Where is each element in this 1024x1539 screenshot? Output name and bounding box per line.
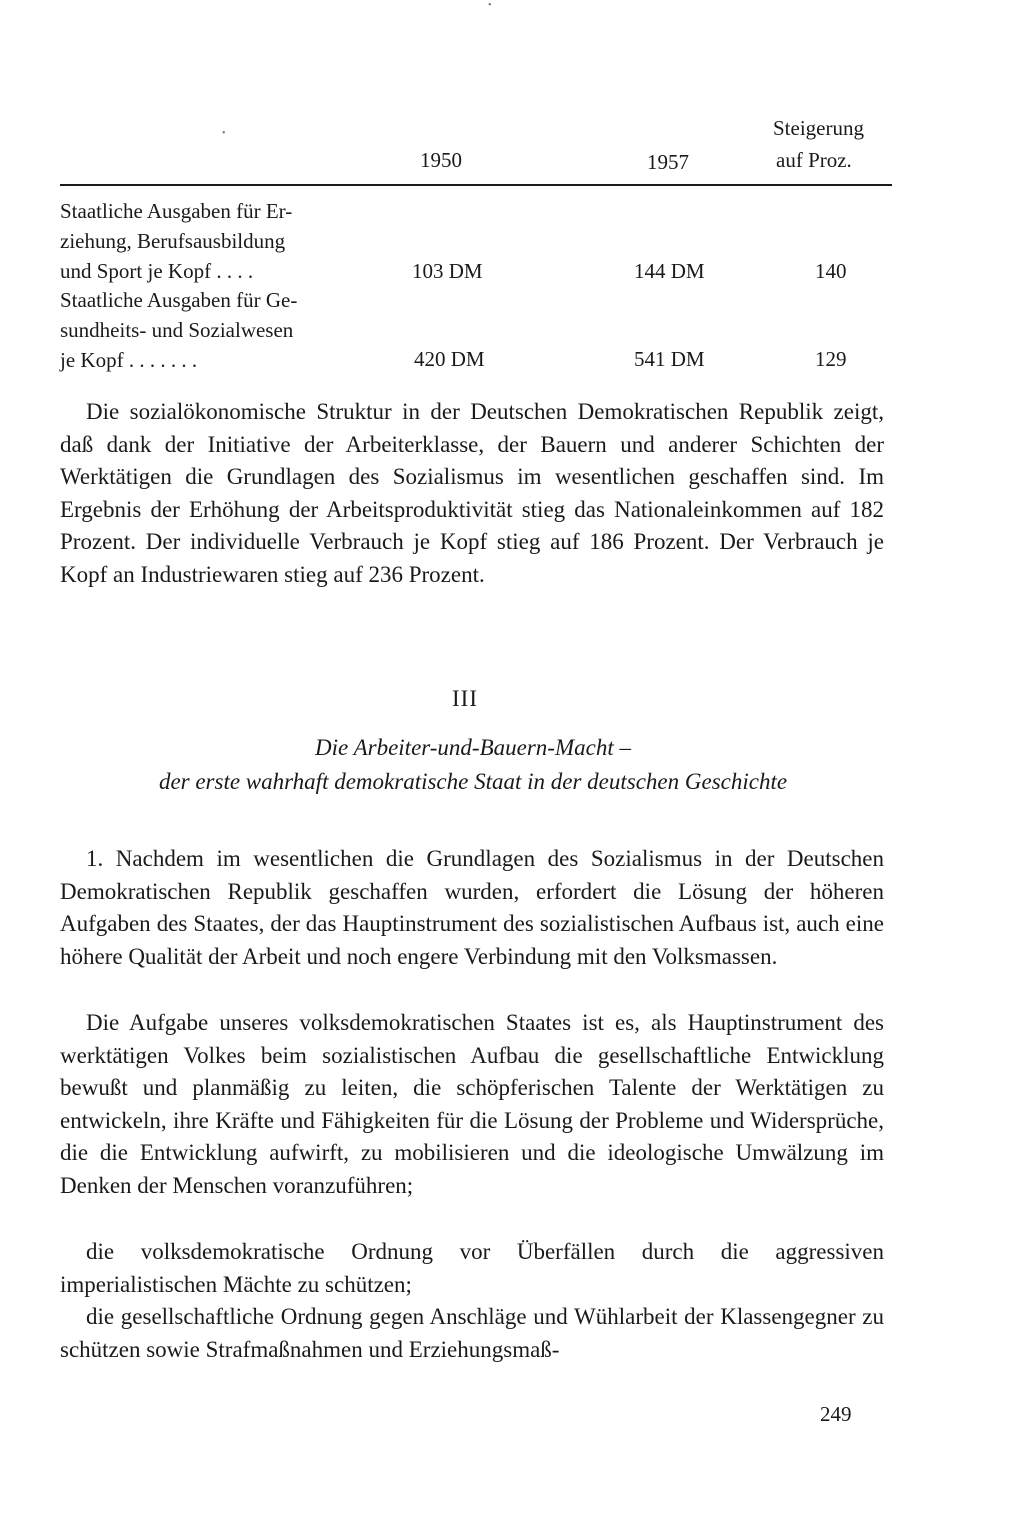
cell-increase: 140 xyxy=(815,259,847,283)
header-increase-line1: Steigerung xyxy=(773,116,864,140)
header-1950: 1950 xyxy=(420,148,462,172)
body-paragraph: Die Aufgabe unseres volksdemokratischen Staates ist es, als Hauptinstrument des werktätigen Volkes beim sozialistischen Aufbau die gesellschaftliche Entwicklung bewußt und planmäßig zu leiten, die schöpferischen Talente der Werktätigen zu entwickeln, ihre Kräfte und Fähigkeiten für die Lösung der Probleme und Widersprüche, die die Entwicklung aufwirft, zu mobilisieren und die ideologische Umwälzung im Denken der Menschen voranzuführen; xyxy=(60,1010,884,1198)
row-label-line: Staatliche Ausgaben für Ge- xyxy=(60,288,298,312)
section-title-line1: Die Arbeiter-und-Bauern-Macht – xyxy=(315,735,631,760)
scan-speck: • xyxy=(488,0,492,11)
section-number: III xyxy=(452,686,478,711)
body-paragraph: die volksdemokratische Ordnung vor Überfällen durch die aggressiven imperialistischen Mächte zu schützen; xyxy=(60,1239,884,1297)
header-1957: 1957 xyxy=(647,150,689,174)
table-row-label xyxy=(60,196,352,286)
cell-1950: 420 DM xyxy=(414,347,485,371)
row-label-line: sundheits- und Sozialwesen xyxy=(60,318,294,342)
cell-1957: 541 DM xyxy=(634,347,705,371)
row-label-line: ziehung, Berufsausbildung xyxy=(60,229,286,253)
row-label-line: und Sport je Kopf . . . . xyxy=(60,259,254,283)
cell-1957: 144 DM xyxy=(634,259,705,283)
section-title-line2: der erste wahrhaft demokratische Staat in der deutschen Geschichte xyxy=(158,769,788,794)
header-increase-line2: auf Proz. xyxy=(776,148,852,172)
table-row-label xyxy=(60,285,352,375)
page-number: 249 xyxy=(820,1402,852,1426)
cell-1950: 103 DM xyxy=(412,259,483,283)
row-label-line: je Kopf . . . . . . . xyxy=(60,348,198,372)
table-header-rule xyxy=(60,184,892,186)
body-paragraph: Die sozialökonomische Struktur in der Deutschen Demokratischen Republik zeigt, daß dank der Initiative der Arbeiterklasse, der Bauern und anderer Schichten der Werktätigen die Grundlagen des Sozialismus im wesentlichen geschaffen sind. Im Ergebnis der Erhöhung der Arbeitsproduktivität stieg das Nationaleinkommen auf 182 Prozent. Der individuelle Verbrauch je Kopf stieg auf 186 Prozent. Der Verbrauch je Kopf an Industriewaren stieg auf 236 Prozent. xyxy=(60,399,884,587)
scan-speck: • xyxy=(222,128,226,139)
body-paragraph: die gesellschaftliche Ordnung gegen Anschläge und Wühlarbeit der Klassengegner zu schützen sowie Strafmaßnahmen und Erziehungsmaß- xyxy=(60,1304,884,1362)
body-paragraph: 1. Nachdem im wesentlichen die Grundlagen des Sozialismus in der Deutschen Demokratischen Republik geschaffen wurden, erfordert die Lösung der höheren Aufgaben des Staates, der das Hauptinstrument des sozialistischen Aufbaus ist, auch eine höhere Qualität der Arbeit und noch engere Verbindung mit den Volksmassen. xyxy=(60,846,884,969)
row-label-line: Staatliche Ausgaben für Er- xyxy=(60,199,293,223)
cell-increase: 129 xyxy=(815,347,847,371)
